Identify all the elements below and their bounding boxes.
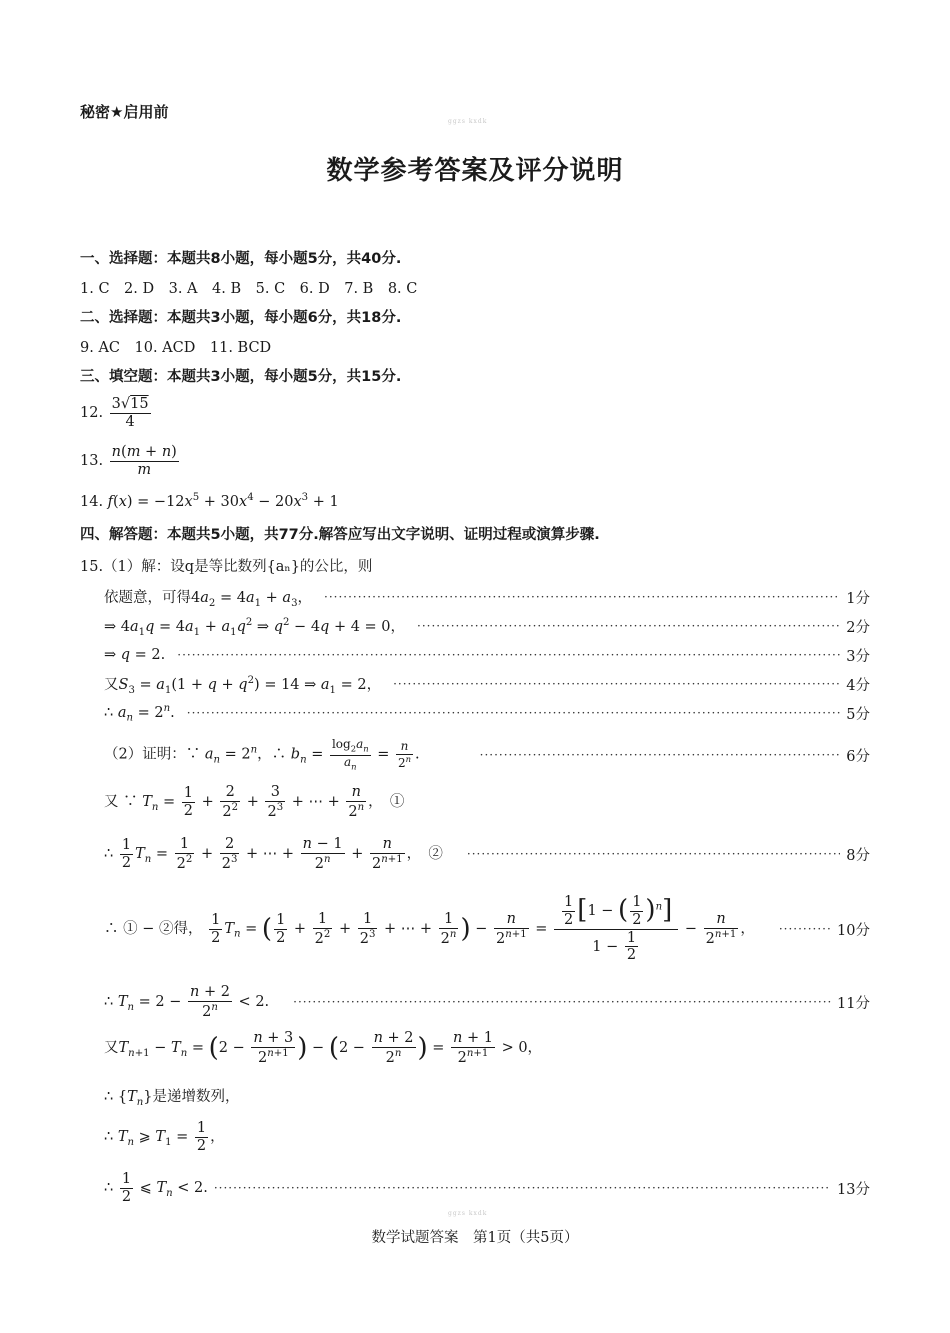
score: 1分 <box>846 590 870 607</box>
q15-step-10: ∴ ① − ②得， $\frac{1}{2}$ $T_n$ = ( $\frac{1}{2}$ + $\frac{1}{2^2}$ + $\frac{1}{2^3}$ + ⋯ + $\frac{1}{2^n}$ ) − $\frac{n}{2^{n+1}}$ = $\frac{1}{2}$ [1 − ( $\frac{1}{2}$ )$^n$] 1 − $\frac{1}{2}$ − $\frac{n}{2^{n+1}}$ ， ····· 10分 <box>104 886 870 972</box>
section-4-heading: 四、解答题：本题共5小题，共77分.解答应写出文字说明、证明过程或演算步骤. <box>80 527 600 543</box>
q15-monotonic: 又$T_{n+1} - T_n = (2$ − $\frac{n + 3}{2^{n+1}}$ ) − (2 − $\frac{n + 2}{2^n}$ ) = $\frac{n + 1}{2^{n+1}}$ > 0， <box>104 1030 543 1066</box>
score: 13分 <box>837 1181 870 1198</box>
q15-step-3: ⇒ q = 2. ····· 3分 <box>104 643 870 667</box>
answer-14: 14. $f(x) = -12x^5 + 30x^4 - 20x^3 + 1$ <box>80 492 339 510</box>
q15-intro: 15.（1）解：设q是等比数列{aₙ}的公比，则 <box>80 559 373 575</box>
section-2-heading: 二、选择题：本题共3小题，每小题6分，共18分. <box>80 310 402 326</box>
secret-label: 秘密★启用前 <box>80 103 169 121</box>
watermark-top: ggzs kxdk <box>448 118 488 125</box>
score: 11分 <box>837 995 870 1012</box>
q15-increasing: ∴ $\{T_n\}$是递增数列， <box>104 1089 240 1108</box>
answer-12: 12. $\frac{3√15}{4}$ <box>80 396 149 430</box>
q15-tn-def: 又 ∵ $T_n$ = $\frac{1}{2}$ + $\frac{2}{2^2}$ + $\frac{3}{2^3}$ + ⋯ + $\frac{n}{2^n}$ ， ① <box>104 784 405 820</box>
page-footer: 数学试题答案 第1页（共5页） <box>371 1230 579 1246</box>
score: 5分 <box>846 706 870 723</box>
q15-lower-bound: ∴ $T_n$ ⩾ $T_1$ = $\frac{1}{2}$ ， <box>104 1120 225 1154</box>
q15-step-4: 又$S_3 = a_1(1 + q + q^2) = 14$ ⇒ $a_1 = 2$， ····· 4分 <box>104 672 870 696</box>
q15-step-6: （2）证明：∵ $a_n = 2^n$，∴ $b_n$ = $\frac{\log_2a_n}{a_n}$ = $\frac{n}{2^n}$ . ····· 6分 <box>104 738 870 772</box>
score: 4分 <box>846 677 870 694</box>
q15-step-11: ∴ $T_n = 2$ − $\frac{n + 2}{2^n}$ < 2. ····· 11分 <box>104 982 870 1022</box>
score: 6分 <box>846 748 870 765</box>
score: 8分 <box>846 847 870 864</box>
section-2-answers: 9. AC 10. ACD 11. BCD <box>80 340 272 356</box>
q15-step-2: ⇒ $4a_1q = 4a_1 + a_1q^2$ ⇒ $q^2 - 4q + 4 = 0$， ····· 2分 <box>104 614 870 638</box>
score: 10分 <box>837 922 870 939</box>
section-3-heading: 三、填空题：本题共3小题，每小题5分，共15分. <box>80 369 402 385</box>
q15-step-13: ∴ $\frac{1}{2}$ ⩽ $T_n < 2$. ····· 13分 <box>104 1168 870 1208</box>
page-title: 数学参考答案及评分说明 <box>326 156 624 186</box>
q15-step-5: ∴ $a_n = 2^n$. ····· 5分 <box>104 701 870 725</box>
answer-13: 13. $\frac{n(m + n)}{m}$ <box>80 444 177 478</box>
q15-step-1: 依题意，可得$4a_2 = 4a_1 + a_3$， ····· 1分 <box>104 585 870 609</box>
score: 3分 <box>846 648 870 665</box>
score: 2分 <box>846 619 870 636</box>
q15-step-8: ∴ $\frac{1}{2}$ $T_n$ = $\frac{1}{2^2}$ + $\frac{2}{2^3}$ + ⋯ + $\frac{n - 1}{2^n}$ + $\frac{n}{2^{n+1}}$ ， ② ····· 8分 <box>104 834 870 874</box>
section-1-answers: 1. C 2. D 3. A 4. B 5. C 6. D 7. B 8. C <box>80 281 418 297</box>
section-1-heading: 一、选择题：本题共8小题，每小题5分，共40分. <box>80 251 402 267</box>
watermark-bottom: ggzs kxdk <box>448 1210 488 1217</box>
